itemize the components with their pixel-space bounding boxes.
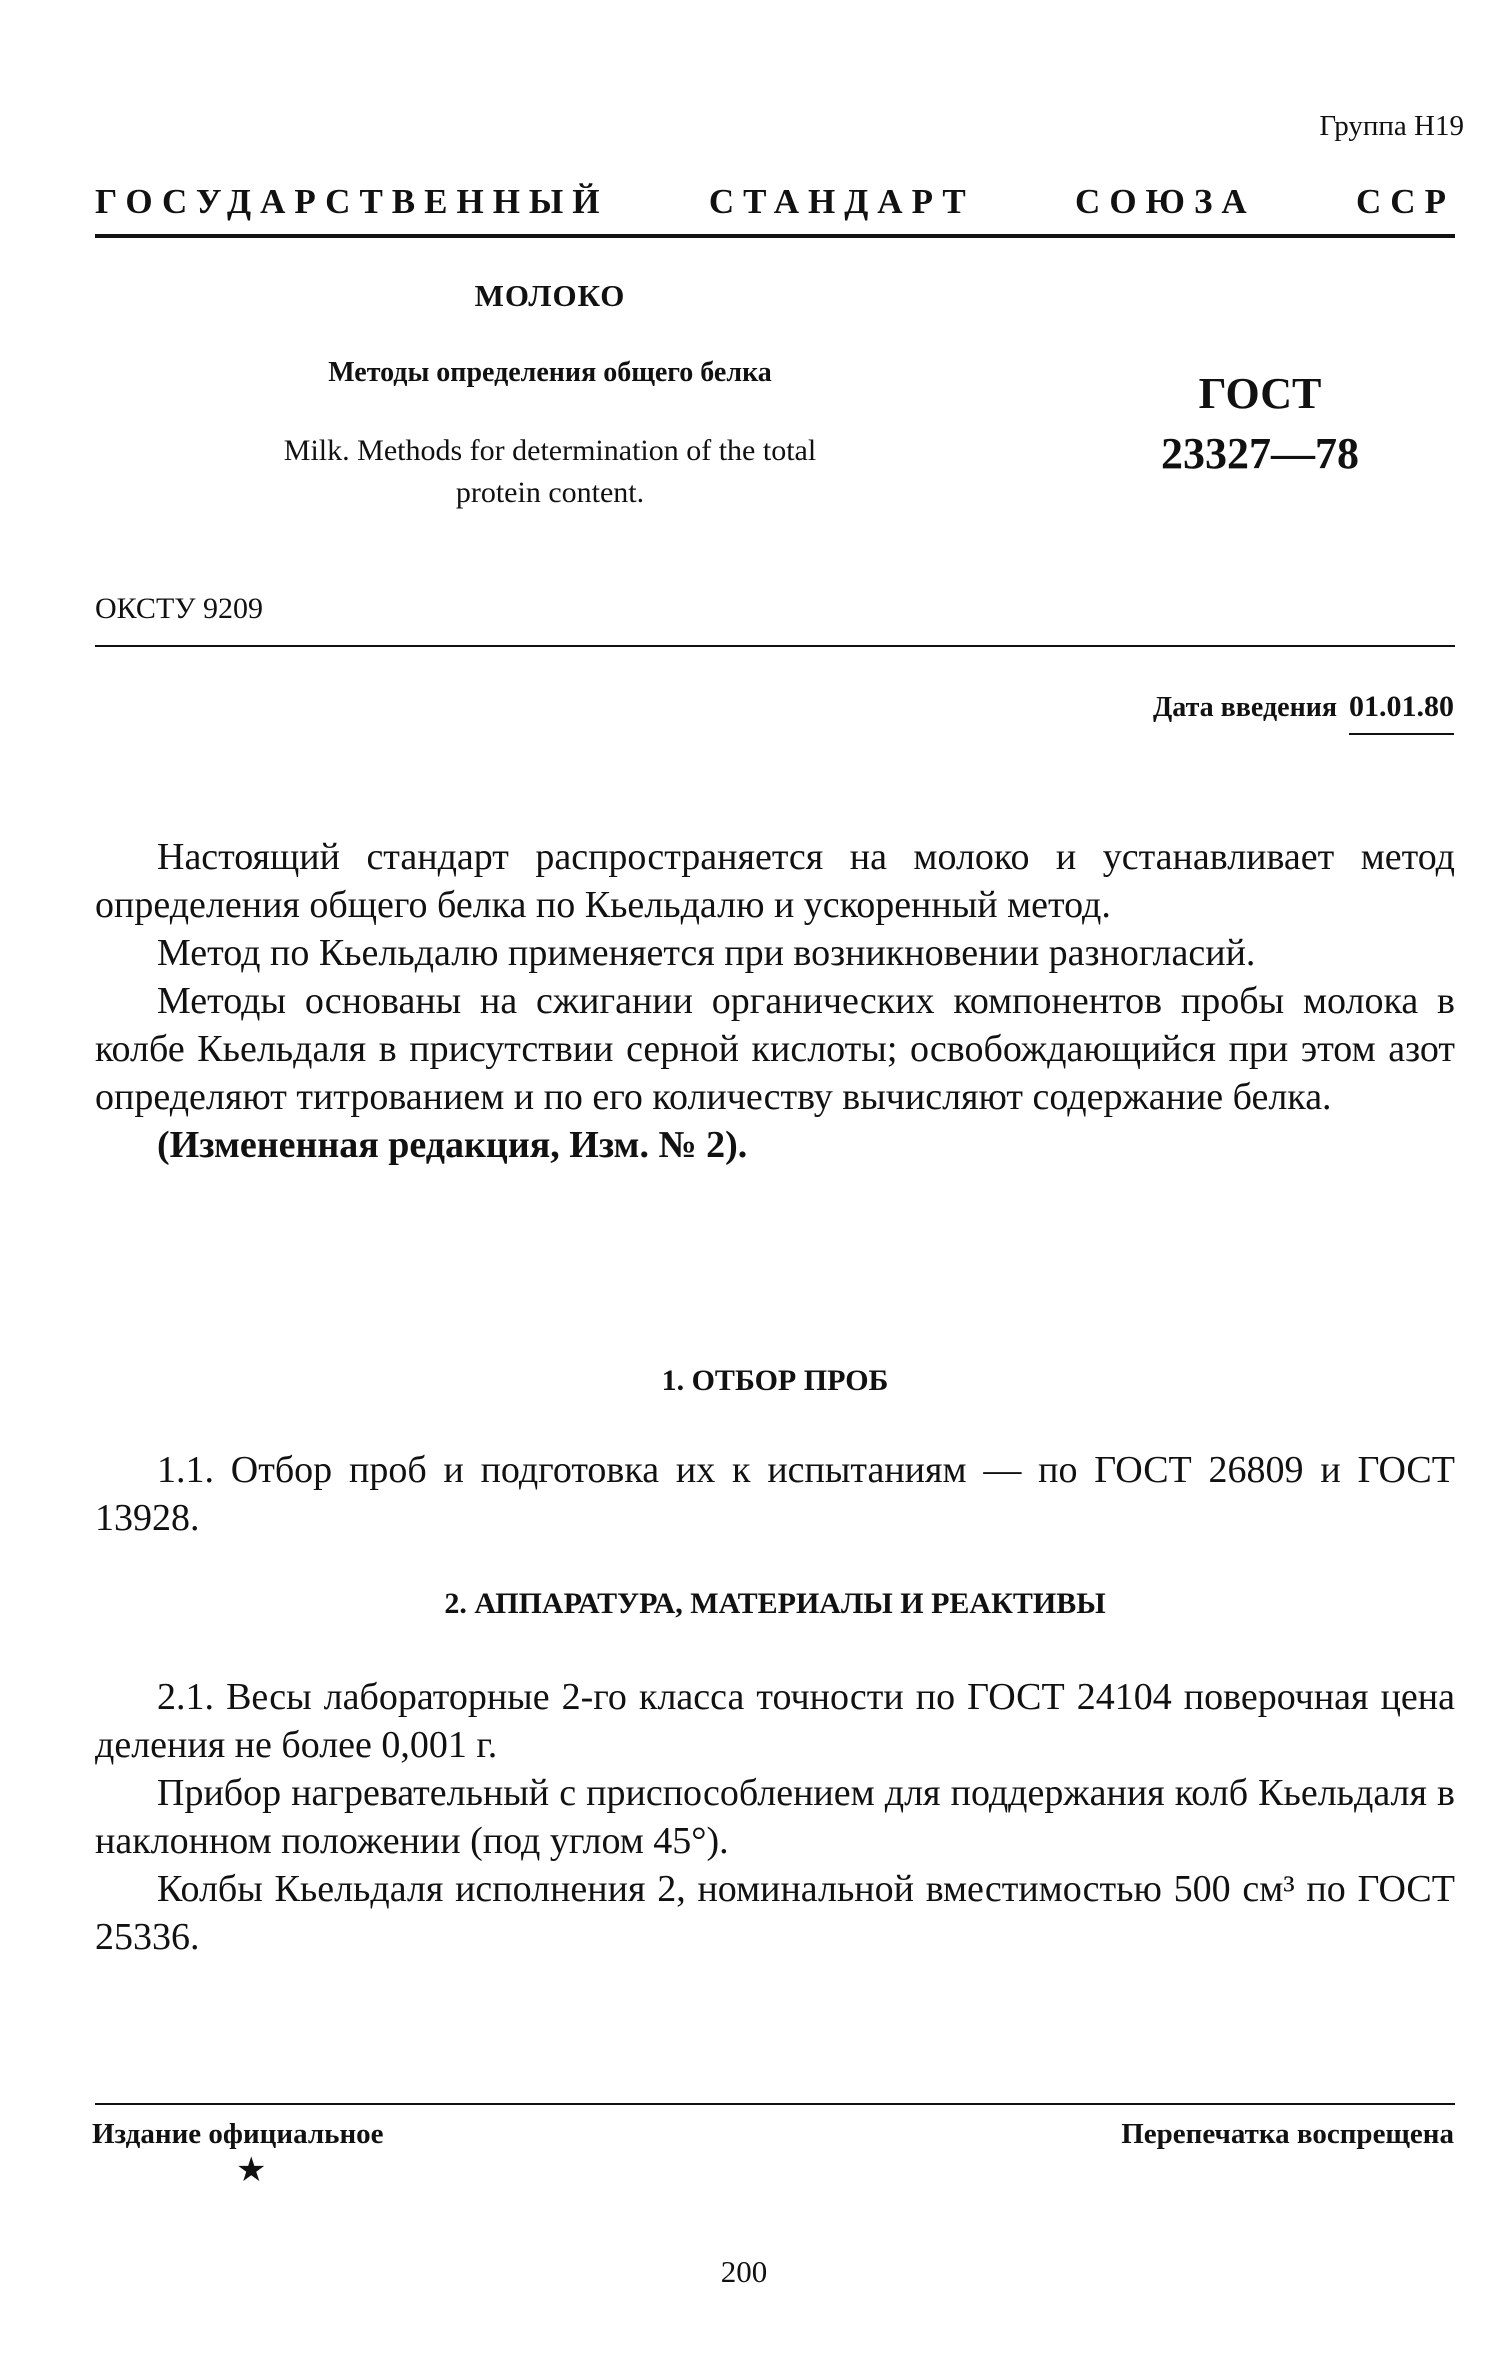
paragraph: Методы основаны на сжигании органических компонентов пробы молока в колбе Кьельдаля в присутствии серной кислоты; освобождающийся при этом азот определяют титрованием и по его количеству вычисляют содержание белка.: [95, 980, 1455, 1118]
section-text: [95, 1673, 1455, 1961]
okstu-rule: [95, 645, 1455, 647]
section-heading: 2. АППАРАТУРА, МАТЕРИАЛЫ И РЕАКТИВЫ: [444, 1587, 1106, 1620]
section-text: [95, 1446, 1455, 1542]
okstu-code: ОКСТУ 9209: [95, 592, 264, 625]
paragraph: Колбы Кьельдаля исполнения 2, номинальной вместимостью 500 см³ по ГОСТ 25336.: [95, 1868, 1455, 1958]
introduction-date: [1153, 690, 1454, 724]
english-title-line: protein content.: [455, 476, 645, 509]
introduction-date-value: 01.01.80: [1349, 690, 1454, 735]
intro-text: [95, 833, 1455, 1169]
state-standard-title: [95, 182, 1455, 222]
section-heading: 1. ОТБОР ПРОБ: [661, 1364, 889, 1397]
footer-rule: [95, 2103, 1455, 2105]
paragraph: Метод по Кьельдалю применяется при возникновении разногласий.: [157, 932, 1256, 974]
reprint-prohibited-label: Перепечатка воспрещена: [1121, 2118, 1454, 2150]
amendment-note: (Измененная редакция, Изм. № 2).: [157, 1124, 748, 1166]
state-standard-word: СОЮЗА: [1075, 182, 1256, 221]
document-title: МОЛОКО: [474, 278, 626, 313]
page-number: 200: [720, 2254, 768, 2289]
paragraph: Прибор нагревательный с приспособлением для поддержания колб Кьельдаля в наклонном положении (под углом 45°).: [95, 1772, 1455, 1862]
paragraph: 1.1. Отбор проб и подготовка их к испытаниям — по ГОСТ 26809 и ГОСТ 13928.: [95, 1449, 1455, 1539]
gost-label: ГОСТ: [1198, 369, 1322, 418]
english-title-line: Milk. Methods for determination of the total: [283, 434, 817, 467]
paragraph: 2.1. Весы лабораторные 2-го класса точности по ГОСТ 24104 поверочная цена деления не более 0,001 г.: [95, 1676, 1455, 1766]
introduction-date-label: Дата введения: [1153, 692, 1337, 723]
star-icon: ★: [236, 2152, 267, 2189]
document-subtitle: Методы определения общего белка: [328, 357, 772, 388]
header-rule: [95, 234, 1455, 238]
english-title: [190, 430, 910, 514]
state-standard-word: ССР: [1356, 182, 1455, 221]
paragraph: Настоящий стандарт распространяется на молоко и устанавливает метод определения общего белка по Кьельдалю и ускоренный метод.: [95, 836, 1455, 926]
gost-number: 23327—78: [1161, 429, 1359, 478]
group-code: Группа Н19: [1319, 110, 1464, 142]
official-edition-label: Издание официальное: [92, 2118, 384, 2150]
state-standard-word: ГОСУДАРСТВЕННЫЙ: [95, 182, 609, 221]
state-standard-word: СТАНДАРТ: [708, 182, 975, 221]
